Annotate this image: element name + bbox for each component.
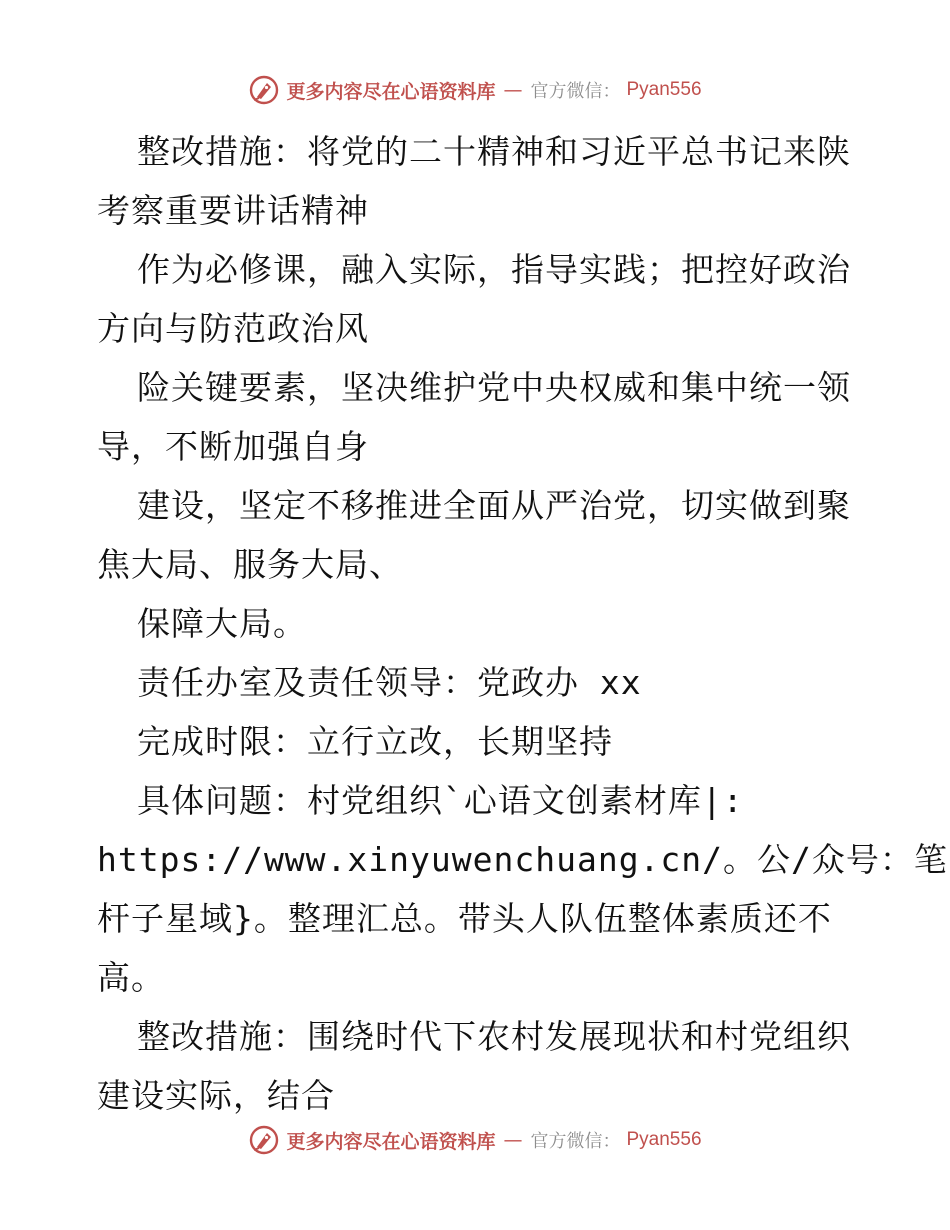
- watermark-separator: —: [503, 79, 523, 101]
- body-line: 险关键要素，坚决维护党中央权威和集中统一领: [137, 368, 851, 407]
- watermark-text: 更多内容尽在心语资料库: [286, 80, 496, 103]
- pen-nib-logo-icon: [248, 1124, 280, 1156]
- body-line: 完成时限：立行立改，长期坚持: [137, 722, 613, 761]
- watermark-group: [248, 1124, 701, 1156]
- body-line: 建设实际，结合: [97, 1076, 335, 1115]
- body-line: 焦大局、服务大局、: [97, 545, 403, 584]
- watermark-id: Pyan556: [626, 79, 702, 100]
- body-line: 整改措施：将党的二十精神和习近平总书记来陕: [137, 132, 851, 171]
- pen-nib-logo-icon: [248, 74, 280, 106]
- watermark-id: Pyan556: [626, 1129, 702, 1150]
- body-line: 考察重要讲话精神: [97, 191, 369, 230]
- body-line: 导，不断加强自身: [97, 427, 369, 466]
- body-line: 作为必修课，融入实际，指导实践；把控好政治: [137, 250, 851, 289]
- body-line: 责任办室及责任领导：党政办 xx: [137, 663, 642, 702]
- watermark-group: [248, 74, 701, 106]
- body-line: 保障大局。: [137, 604, 307, 643]
- body-line: 方向与防范政治风: [97, 309, 369, 348]
- body-line: 整改措施：围绕时代下农村发展现状和村党组织: [137, 1017, 851, 1056]
- body-line: 高。: [97, 958, 165, 997]
- body-line: 具体问题：村党组织`心语文创素材库|:: [137, 781, 744, 820]
- body-line: 建设，坚定不移推进全面从严治党，切实做到聚: [137, 486, 851, 525]
- watermark-text: 更多内容尽在心语资料库: [286, 1130, 496, 1153]
- watermark-official-label: 官方微信：: [530, 81, 621, 102]
- header-watermark: [0, 70, 950, 110]
- document-body: [97, 122, 948, 1125]
- footer-watermark: [0, 1120, 950, 1160]
- watermark-separator: —: [503, 1129, 523, 1151]
- body-line-url: https://www.xinyuwenchuang.cn/。公/众号：笔: [97, 840, 948, 879]
- watermark-official-label: 官方微信：: [530, 1131, 621, 1152]
- body-line: 杆子星域}。整理汇总。带头人队伍整体素质还不: [97, 899, 832, 938]
